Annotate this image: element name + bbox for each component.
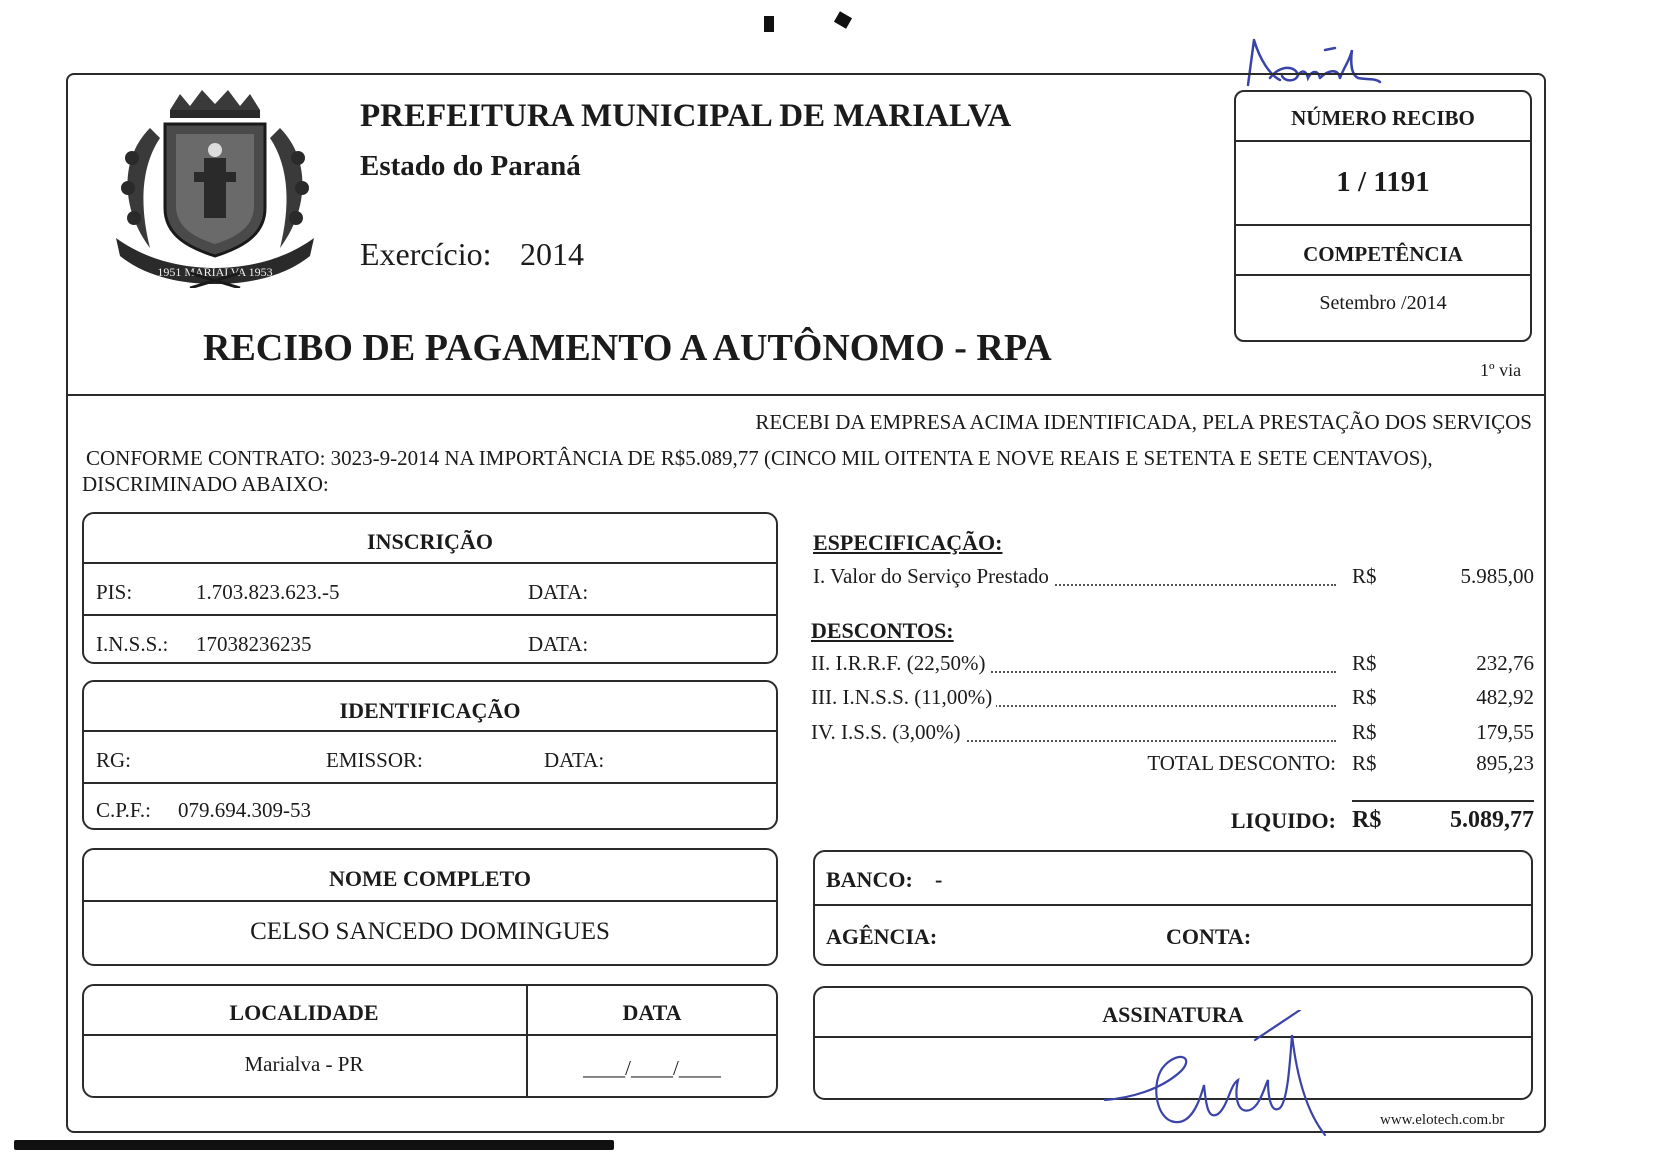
especificacao-title: ESPECIFICAÇÃO: <box>813 530 1003 555</box>
pis-label: PIS: <box>96 580 133 604</box>
localidade-value: Marialva - PR <box>244 1052 364 1076</box>
crest-ribbon-text: 1951 MARIALVA 1953 <box>157 265 273 279</box>
divider <box>1234 274 1532 276</box>
signature-image <box>1100 1010 1330 1140</box>
net-label: LIQUIDO: <box>1230 808 1336 833</box>
divider <box>82 900 778 902</box>
leader-dots <box>960 671 1336 673</box>
inss-label: I.N.S.S.: <box>96 632 169 656</box>
rg-label: RG: <box>96 748 132 772</box>
scan-mark <box>834 11 852 28</box>
iss-currency: R$ <box>1352 720 1377 744</box>
service-currency: R$ <box>1352 564 1377 588</box>
divider <box>82 730 778 732</box>
inss-discount-currency: R$ <box>1352 685 1377 709</box>
inss-discount-value: 482,92 <box>1476 685 1534 709</box>
identificacao-title: IDENTIFICAÇÃO <box>339 698 521 723</box>
localidade-title: LOCALIDADE <box>229 1000 379 1025</box>
state-name: Estado do Paraná <box>360 150 581 182</box>
divider <box>82 782 778 784</box>
pis-date-label: DATA: <box>528 580 589 604</box>
nome-completo-value: CELSO SANCEDO DOMINGUES <box>250 918 610 945</box>
inss-date-label: DATA: <box>528 632 589 656</box>
exercise-label: Exercício: <box>360 236 492 272</box>
account-label: CONTA: <box>1166 924 1252 949</box>
statement-line-3: DISCRIMINADO ABAIXO: <box>82 472 329 496</box>
total-discount-label: TOTAL DESCONTO: <box>1147 751 1336 775</box>
municipal-crest-icon <box>110 88 320 288</box>
scan-mark <box>764 16 774 32</box>
receipt-number-label: NÚMERO RECIBO <box>1291 106 1475 130</box>
exercise-year: 2014 <box>520 236 584 272</box>
rg-date-label: DATA: <box>544 748 605 772</box>
org-name: PREFEITURA MUNICIPAL DE MARIALVA <box>360 98 1012 134</box>
leader-dots <box>960 740 1336 742</box>
iss-label: IV. I.S.S. (3,00%) <box>811 720 965 745</box>
statement-line-1: RECEBI DA EMPRESA ACIMA IDENTIFICADA, PELA PRESTAÇÃO DOS SERVIÇOS <box>755 410 1532 434</box>
footer-website: www.elotech.com.br <box>1380 1112 1505 1128</box>
statement-line-2: CONFORME CONTRATO: 3023-9-2014 NA IMPORTÂNCIA DE R$5.089,77 (CINCO MIL OITENTA E NOVE REAIS E SETENTA E SETE CENTAVOS), <box>86 446 1433 470</box>
scan-edge-shadow <box>14 1140 614 1150</box>
divider <box>82 562 778 564</box>
receipt-number-value: 1 / 1191 <box>1336 166 1430 198</box>
divider <box>813 904 1533 906</box>
data-value: ____/____/____ <box>583 1056 721 1080</box>
competence-value: Setembro /2014 <box>1319 292 1447 314</box>
divider <box>82 614 778 616</box>
nome-completo-title: NOME COMPLETO <box>329 866 531 891</box>
competence-label: COMPETÊNCIA <box>1303 242 1463 266</box>
net-divider <box>1352 800 1534 802</box>
agency-label: AGÊNCIA: <box>826 924 938 949</box>
total-discount-value: 895,23 <box>1476 751 1534 775</box>
divider <box>1234 224 1532 226</box>
irrf-value: 232,76 <box>1476 651 1534 675</box>
irrf-label: II. I.R.R.F. (22,50%) <box>811 651 989 676</box>
divider <box>82 1034 778 1036</box>
divider <box>1234 140 1532 142</box>
irrf-currency: R$ <box>1352 651 1377 675</box>
emissor-label: EMISSOR: <box>326 748 423 772</box>
header-divider <box>66 394 1546 396</box>
descontos-title: DESCONTOS: <box>811 618 954 643</box>
iss-value: 179,55 <box>1476 720 1534 744</box>
assinatura-title: ASSINATURA <box>1102 1002 1244 1027</box>
total-discount-currency: R$ <box>1352 751 1377 775</box>
cpf-label: C.P.F.: <box>96 798 151 822</box>
inss-discount-label: III. I.N.S.S. (11,00%) <box>811 685 996 710</box>
service-label: I. Valor do Serviço Prestado <box>813 564 1053 589</box>
service-value: 5.985,00 <box>1460 564 1534 588</box>
cpf-value: 079.694.309-53 <box>178 798 311 822</box>
bank-label: BANCO: <box>826 867 913 892</box>
document-title: RECIBO DE PAGAMENTO A AUTÔNOMO - RPA <box>203 327 1052 369</box>
data-title: DATA <box>622 1000 682 1025</box>
leader-dots <box>960 705 1336 707</box>
inscricao-title: INSCRIÇÃO <box>367 529 493 554</box>
net-value: 5.089,77 <box>1450 807 1534 833</box>
pis-value: 1.703.823.623.-5 <box>196 580 340 604</box>
inss-value: 17038236235 <box>196 632 312 656</box>
copy-label: 1º via <box>1480 360 1522 380</box>
bank-value: - <box>935 867 943 892</box>
net-currency: R$ <box>1352 807 1382 833</box>
